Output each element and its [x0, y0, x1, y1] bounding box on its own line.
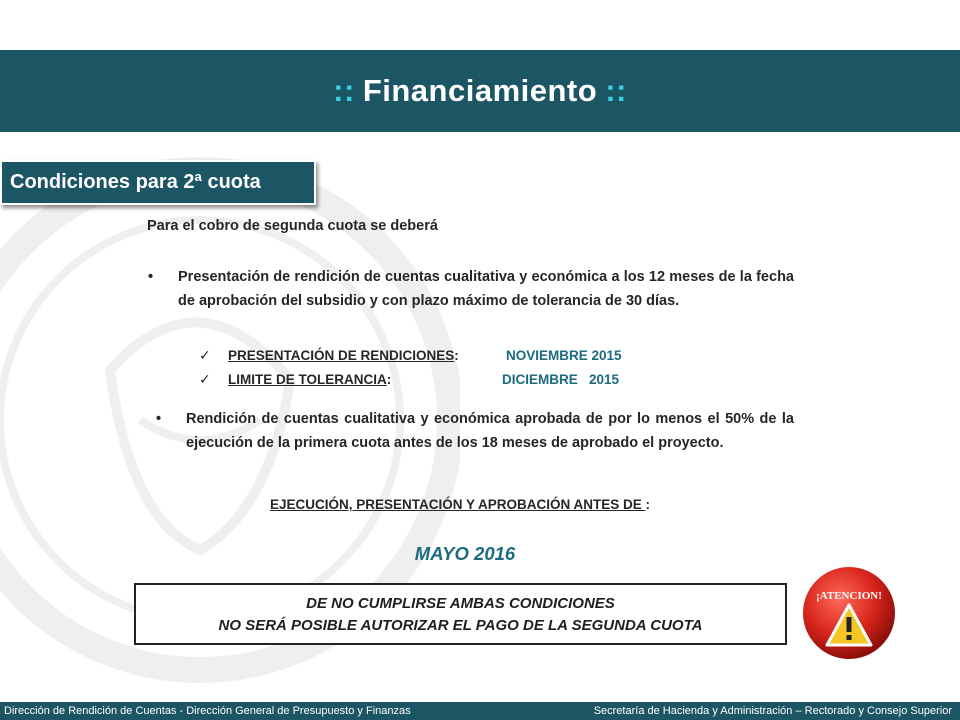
title-decoration-right: ::	[605, 73, 627, 108]
attention-badge-text: ¡ATENCION!	[816, 590, 882, 602]
title-decoration-left: ::	[333, 73, 355, 108]
condition-bullet-1	[148, 265, 794, 313]
bullet-marker: •	[156, 411, 162, 427]
deadline-heading-colon: :	[645, 497, 651, 512]
warning-box	[134, 583, 787, 645]
check-item-presentacion	[199, 347, 622, 363]
checkmark-icon: ✓	[199, 371, 211, 387]
check-separator: :	[386, 372, 392, 387]
footer-bar	[0, 702, 960, 720]
deadline-date: MAYO 2016	[414, 543, 516, 564]
check-date: DICIEMBRE 2015	[502, 372, 620, 387]
header-bar	[0, 50, 960, 132]
section-heading: Condiciones para 2ª cuota	[0, 160, 316, 205]
condition-text: Presentación de rendición de cuentas cualitativa y económica a los 12 meses de la fecha de aprobación del subsidio y con plazo máximo de tolerancia de 30 días.	[178, 269, 794, 309]
deadline-heading	[0, 497, 920, 512]
warning-line-1: DE NO CUMPLIRSE AMBAS CONDICIONES	[306, 595, 615, 612]
check-item-tolerancia	[199, 371, 620, 387]
intro-text: Para el cobro de segunda cuota se deberá	[147, 218, 438, 234]
check-date: NOVIEMBRE 2015	[506, 348, 622, 363]
check-label: PRESENTACIÓN DE RENDICIONES	[228, 348, 455, 363]
footer-right: Secretaría de Hacienda y Administración – Rectorado y Consejo Superior	[593, 705, 952, 717]
deadline-heading-text: EJECUCIÓN, PRESENTACIÓN Y APROBACIÓN ANTES DE	[269, 497, 646, 512]
check-separator: :	[454, 348, 459, 363]
warning-line-2: NO SERÁ POSIBLE AUTORIZAR EL PAGO DE LA SEGUNDA CUOTA	[218, 617, 703, 634]
check-label: LIMITE DE TOLERANCIA	[228, 372, 387, 387]
attention-warning-icon	[801, 565, 897, 661]
footer-left: Dirección de Rendición de Cuentas - Dirección General de Presupuesto y Finanzas	[4, 705, 411, 717]
page-title: Financiamiento	[362, 73, 598, 108]
condition-text: Rendición de cuentas cualitativa y económica aprobada de por lo menos el 50% de la ejecución de la primera cuota antes de los 18 meses de aprobado el proyecto.	[186, 411, 794, 451]
checkmark-icon: ✓	[199, 347, 211, 363]
bullet-marker: •	[148, 269, 154, 285]
condition-bullet-2	[156, 407, 794, 455]
